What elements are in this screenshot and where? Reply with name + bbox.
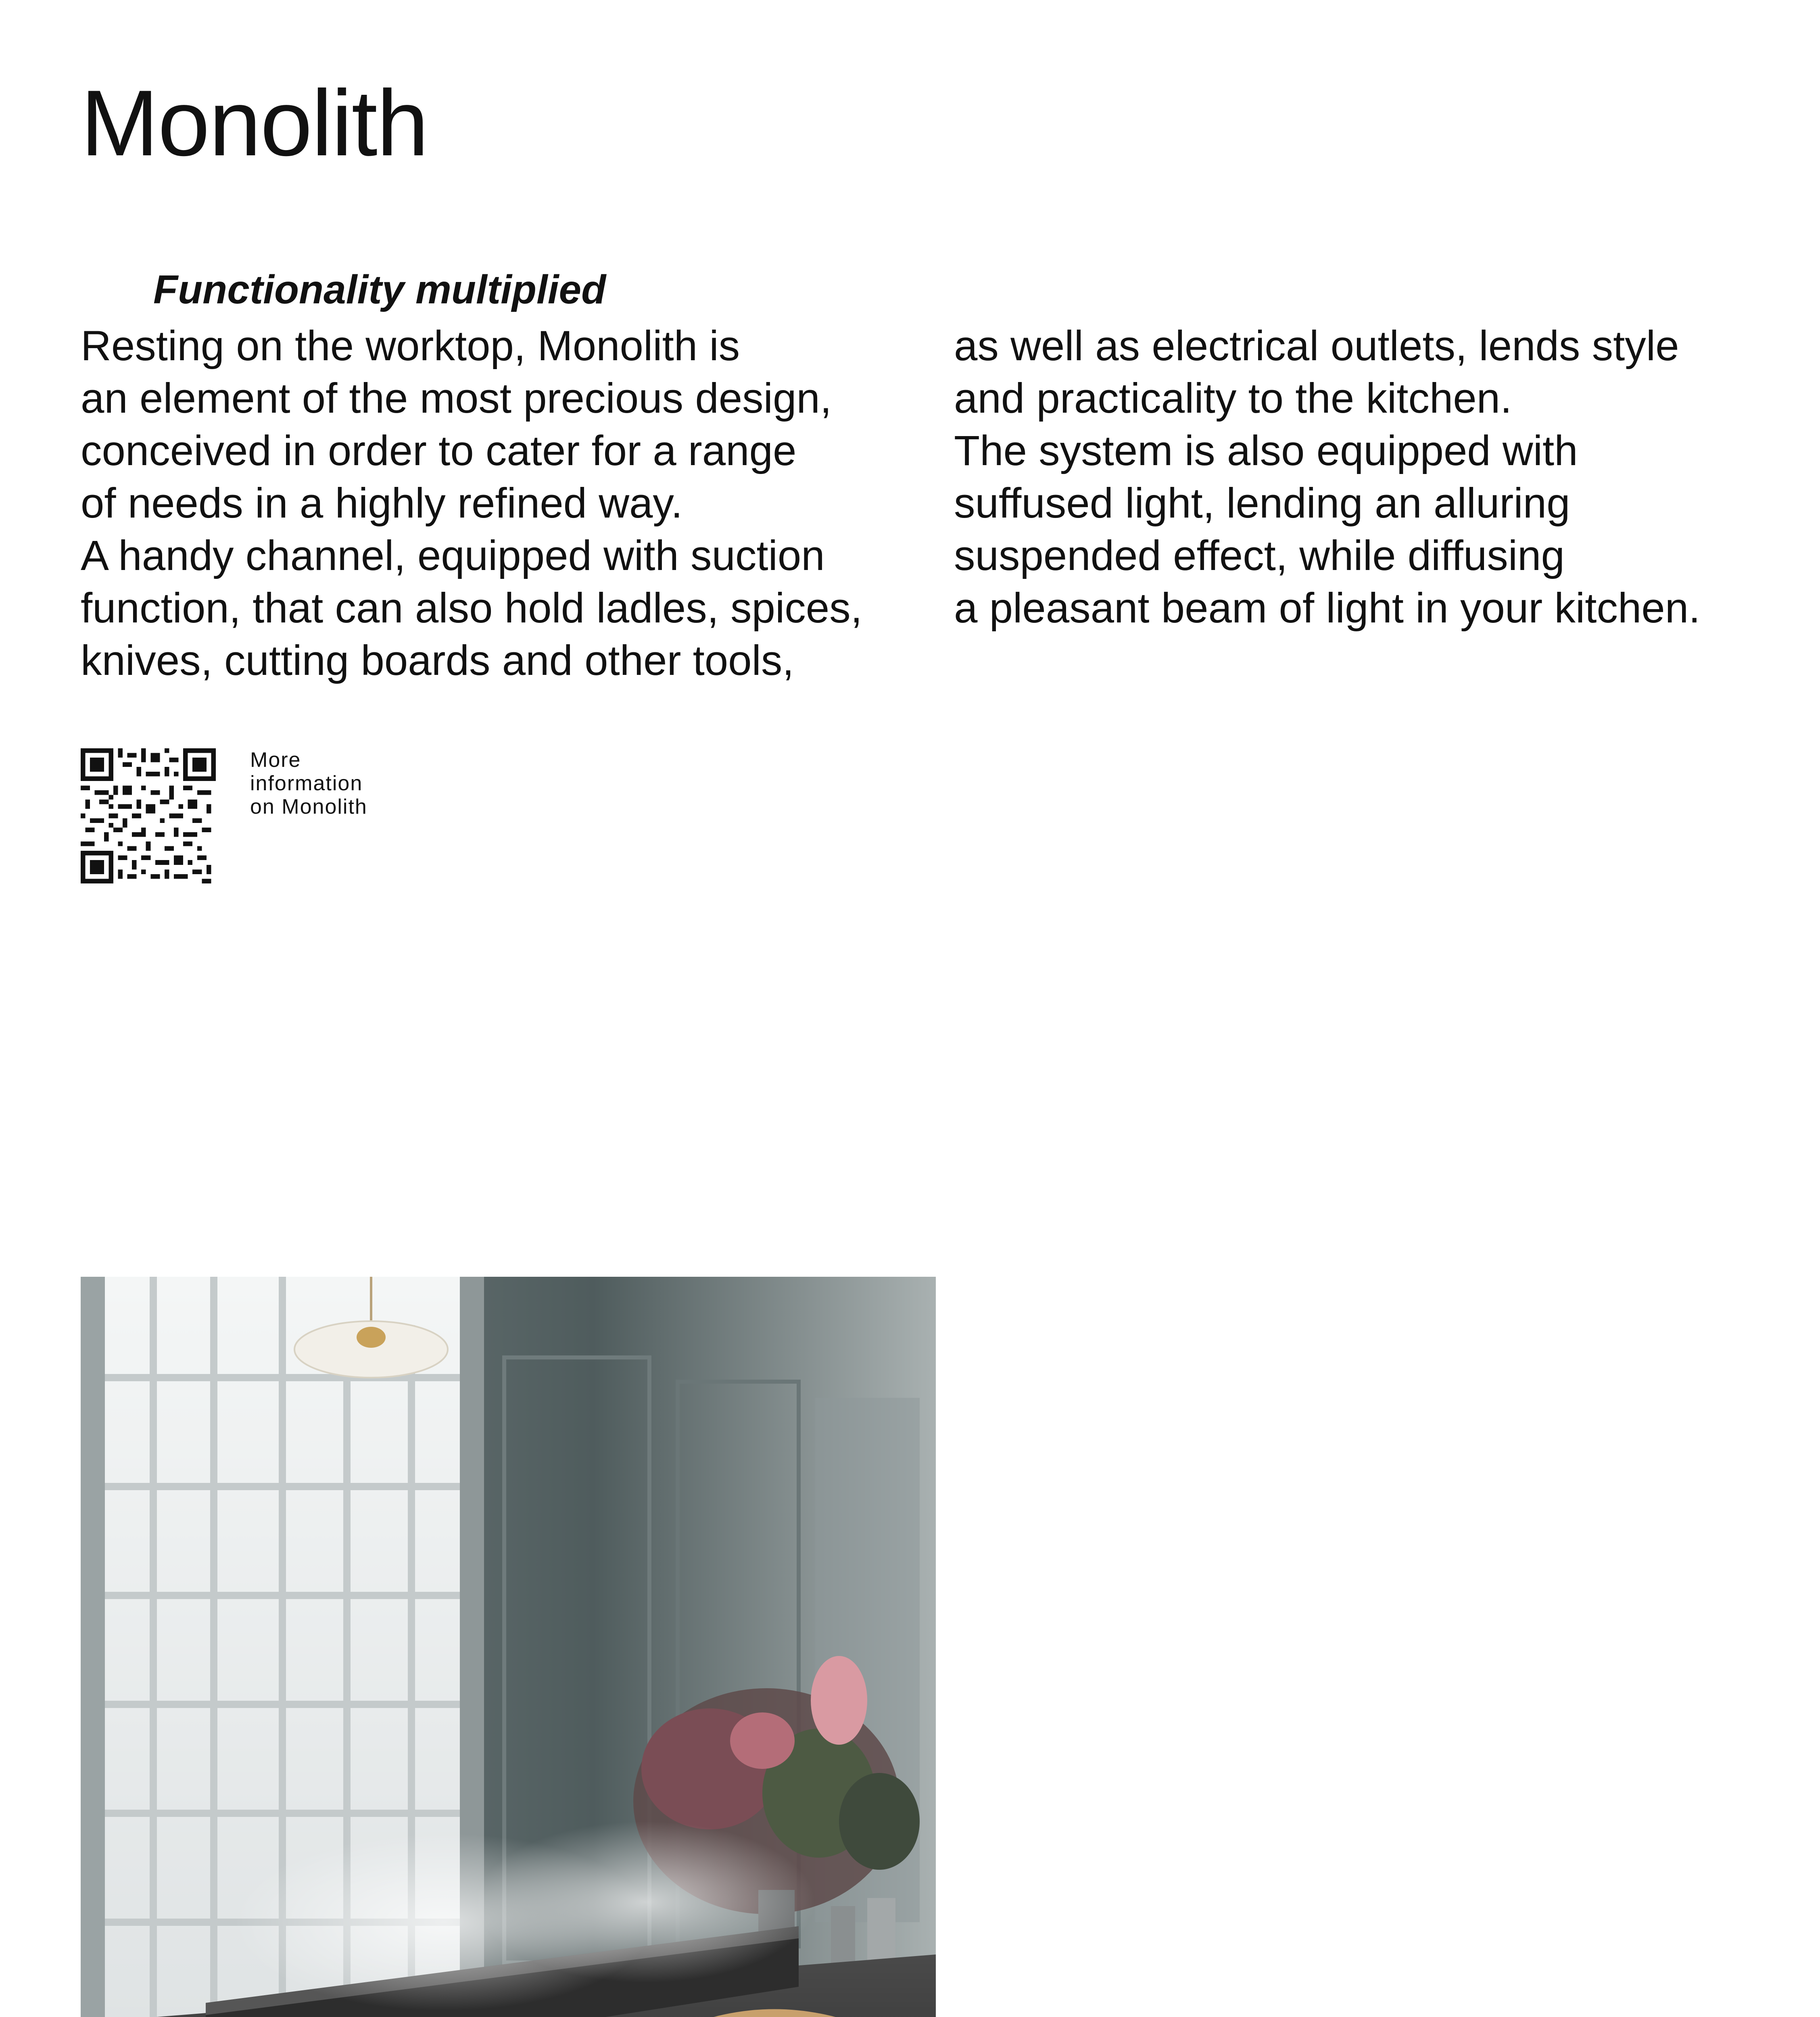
page-title: Monolith bbox=[81, 71, 428, 175]
qr-caption-line: More bbox=[250, 748, 301, 772]
body-line: an element of the most precious design, bbox=[81, 375, 832, 422]
qr-caption bbox=[250, 748, 367, 818]
body-line: The system is also equipped with bbox=[954, 427, 1578, 474]
body-line: A handy channel, equipped with suction bbox=[81, 532, 825, 579]
body-line: conceived in order to cater for a range bbox=[81, 427, 797, 474]
body-line: and practicality to the kitchen. bbox=[954, 375, 1512, 422]
body-line: Resting on the worktop, Monolith is bbox=[81, 322, 740, 370]
section-subtitle: Functionality multiplied bbox=[153, 267, 606, 312]
body-line: of needs in a highly refined way. bbox=[81, 480, 683, 527]
body-line: function, that can also hold ladles, spices, bbox=[81, 585, 862, 632]
body-line: suspended effect, while diffusing bbox=[954, 532, 1565, 579]
body-line: suffused light, lending an alluring bbox=[954, 480, 1570, 527]
body-text-left bbox=[81, 320, 948, 687]
kitchen-photo bbox=[81, 1277, 936, 2017]
body-line: as well as electrical outlets, lends style bbox=[954, 322, 1679, 370]
body-line: knives, cutting boards and other tools, bbox=[81, 637, 794, 684]
body-line: a pleasant beam of light in your kitchen. bbox=[954, 585, 1701, 632]
qr-caption-line: information bbox=[250, 772, 363, 795]
body-text-right bbox=[954, 320, 1801, 635]
qr-caption-line: on Monolith bbox=[250, 795, 367, 818]
qr-code[interactable] bbox=[81, 748, 216, 883]
